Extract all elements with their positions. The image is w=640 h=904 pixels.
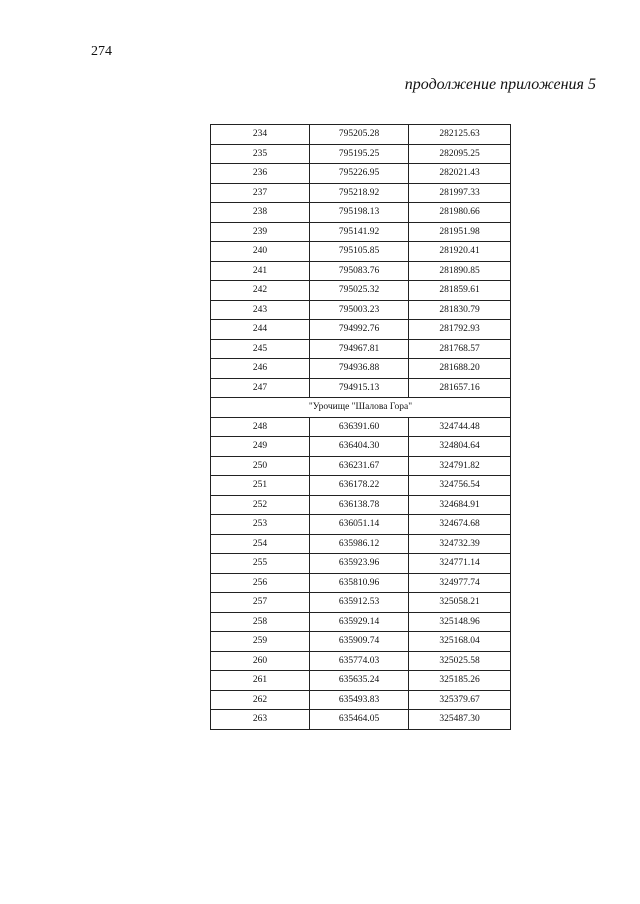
y-coordinate-cell: 324771.14 [409, 554, 511, 574]
point-number-cell: 243 [211, 300, 310, 320]
x-coordinate-cell: 636391.60 [310, 417, 409, 437]
point-number-cell: 239 [211, 222, 310, 242]
point-number-cell: 251 [211, 476, 310, 496]
table-row [211, 183, 511, 203]
table-row [211, 534, 511, 554]
point-number-cell: 242 [211, 281, 310, 301]
point-number-cell: 252 [211, 495, 310, 515]
point-number-cell: 241 [211, 261, 310, 281]
table-row [211, 612, 511, 632]
x-coordinate-cell: 636051.14 [310, 515, 409, 535]
point-number-cell: 240 [211, 242, 310, 262]
table-row [211, 437, 511, 457]
x-coordinate-cell: 635774.03 [310, 651, 409, 671]
table-row [211, 495, 511, 515]
y-coordinate-cell: 324756.54 [409, 476, 511, 496]
x-coordinate-cell: 795025.32 [310, 281, 409, 301]
point-number-cell: 255 [211, 554, 310, 574]
x-coordinate-cell: 795195.25 [310, 144, 409, 164]
point-number-cell: 235 [211, 144, 310, 164]
y-coordinate-cell: 324977.74 [409, 573, 511, 593]
table-row [211, 203, 511, 223]
y-coordinate-cell: 324674.68 [409, 515, 511, 535]
x-coordinate-cell: 795226.95 [310, 164, 409, 184]
x-coordinate-cell: 636404.30 [310, 437, 409, 457]
y-coordinate-cell: 282021.43 [409, 164, 511, 184]
table-row [211, 476, 511, 496]
point-number-cell: 236 [211, 164, 310, 184]
x-coordinate-cell: 794915.13 [310, 378, 409, 398]
point-number-cell: 254 [211, 534, 310, 554]
y-coordinate-cell: 325185.26 [409, 671, 511, 691]
y-coordinate-cell: 282095.25 [409, 144, 511, 164]
y-coordinate-cell: 282125.63 [409, 125, 511, 145]
x-coordinate-cell: 635912.53 [310, 593, 409, 613]
x-coordinate-cell: 794992.76 [310, 320, 409, 340]
point-number-cell: 249 [211, 437, 310, 457]
coordinates-table-body [211, 125, 511, 730]
x-coordinate-cell: 636178.22 [310, 476, 409, 496]
table-row [211, 573, 511, 593]
x-coordinate-cell: 795198.13 [310, 203, 409, 223]
y-coordinate-cell: 281792.93 [409, 320, 511, 340]
table-row [211, 417, 511, 437]
point-number-cell: 250 [211, 456, 310, 476]
y-coordinate-cell: 281859.61 [409, 281, 511, 301]
x-coordinate-cell: 795205.28 [310, 125, 409, 145]
point-number-cell: 258 [211, 612, 310, 632]
x-coordinate-cell: 635986.12 [310, 534, 409, 554]
y-coordinate-cell: 281768.57 [409, 339, 511, 359]
table-row [211, 671, 511, 691]
point-number-cell: 237 [211, 183, 310, 203]
point-number-cell: 257 [211, 593, 310, 613]
x-coordinate-cell: 794936.88 [310, 359, 409, 379]
point-number-cell: 259 [211, 632, 310, 652]
table-row [211, 554, 511, 574]
table-row [211, 690, 511, 710]
y-coordinate-cell: 281980.66 [409, 203, 511, 223]
x-coordinate-cell: 635493.83 [310, 690, 409, 710]
x-coordinate-cell: 794967.81 [310, 339, 409, 359]
coordinates-table [210, 124, 511, 730]
y-coordinate-cell: 281830.79 [409, 300, 511, 320]
section-title-row [211, 398, 511, 418]
y-coordinate-cell: 324684.91 [409, 495, 511, 515]
y-coordinate-cell: 325487.30 [409, 710, 511, 730]
x-coordinate-cell: 795218.92 [310, 183, 409, 203]
table-row [211, 710, 511, 730]
table-row [211, 359, 511, 379]
y-coordinate-cell: 325058.21 [409, 593, 511, 613]
table-row [211, 456, 511, 476]
point-number-cell: 246 [211, 359, 310, 379]
table-row [211, 320, 511, 340]
point-number-cell: 260 [211, 651, 310, 671]
y-coordinate-cell: 281657.16 [409, 378, 511, 398]
table-row [211, 164, 511, 184]
point-number-cell: 238 [211, 203, 310, 223]
x-coordinate-cell: 795141.92 [310, 222, 409, 242]
table-row [211, 281, 511, 301]
table-row [211, 515, 511, 535]
x-coordinate-cell: 636138.78 [310, 495, 409, 515]
y-coordinate-cell: 281997.33 [409, 183, 511, 203]
y-coordinate-cell: 281890.85 [409, 261, 511, 281]
y-coordinate-cell: 325148.96 [409, 612, 511, 632]
x-coordinate-cell: 635923.96 [310, 554, 409, 574]
y-coordinate-cell: 324744.48 [409, 417, 511, 437]
table-row [211, 144, 511, 164]
table-row [211, 593, 511, 613]
point-number-cell: 248 [211, 417, 310, 437]
y-coordinate-cell: 281688.20 [409, 359, 511, 379]
y-coordinate-cell: 325379.67 [409, 690, 511, 710]
table-row [211, 651, 511, 671]
point-number-cell: 263 [211, 710, 310, 730]
y-coordinate-cell: 325168.04 [409, 632, 511, 652]
y-coordinate-cell: 324732.39 [409, 534, 511, 554]
table-row [211, 222, 511, 242]
table-row [211, 125, 511, 145]
x-coordinate-cell: 635810.96 [310, 573, 409, 593]
x-coordinate-cell: 795083.76 [310, 261, 409, 281]
table-row [211, 378, 511, 398]
section-title: "Урочище "Шалова Гора" [211, 398, 511, 418]
point-number-cell: 234 [211, 125, 310, 145]
y-coordinate-cell: 281920.41 [409, 242, 511, 262]
x-coordinate-cell: 795105.85 [310, 242, 409, 262]
page-number: 274 [91, 44, 112, 59]
point-number-cell: 253 [211, 515, 310, 535]
x-coordinate-cell: 635929.14 [310, 612, 409, 632]
point-number-cell: 262 [211, 690, 310, 710]
table-row [211, 339, 511, 359]
x-coordinate-cell: 636231.67 [310, 456, 409, 476]
y-coordinate-cell: 324804.64 [409, 437, 511, 457]
table-row [211, 300, 511, 320]
point-number-cell: 261 [211, 671, 310, 691]
appendix-continuation-note: продолжение приложения 5 [404, 76, 596, 93]
point-number-cell: 256 [211, 573, 310, 593]
x-coordinate-cell: 635464.05 [310, 710, 409, 730]
x-coordinate-cell: 635635.24 [310, 671, 409, 691]
table-row [211, 632, 511, 652]
y-coordinate-cell: 325025.58 [409, 651, 511, 671]
point-number-cell: 245 [211, 339, 310, 359]
point-number-cell: 247 [211, 378, 310, 398]
x-coordinate-cell: 635909.74 [310, 632, 409, 652]
x-coordinate-cell: 795003.23 [310, 300, 409, 320]
y-coordinate-cell: 324791.82 [409, 456, 511, 476]
point-number-cell: 244 [211, 320, 310, 340]
table-row [211, 261, 511, 281]
y-coordinate-cell: 281951.98 [409, 222, 511, 242]
table-row [211, 242, 511, 262]
